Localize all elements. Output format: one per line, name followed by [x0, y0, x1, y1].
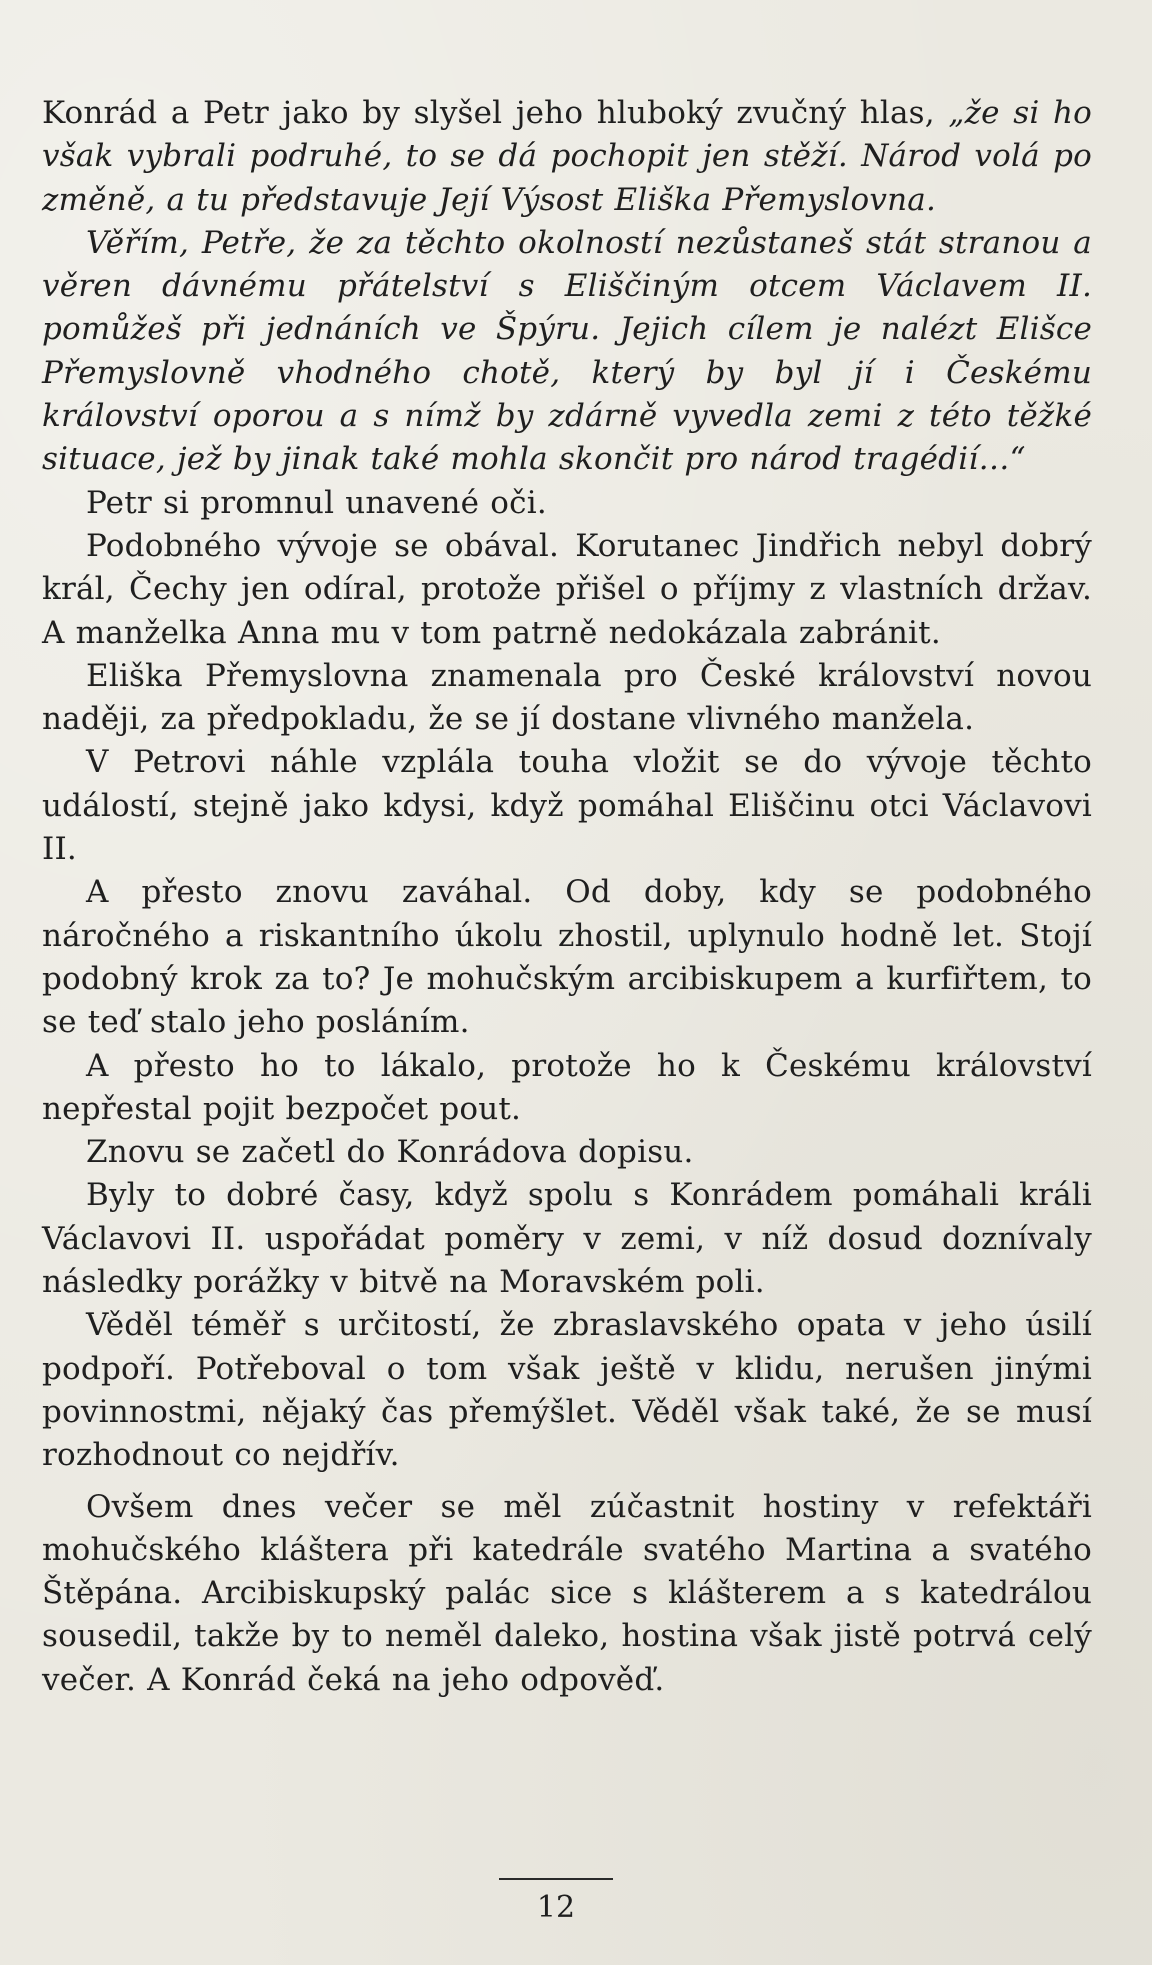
paragraph [42, 1174, 1092, 1304]
paragraph [42, 741, 1092, 871]
text-segment: Věděl téměř s určitostí, že zbraslavského opata v jeho úsilí podpoří. Potřeboval o tom však ještě v klidu, nerušen jinými povinnostmi, nějaký čas přemýšlet. Věděl však také, že se musí rozhodnout co nejdřív. [42, 1307, 1092, 1474]
text-segment: Konrád a Petr jako by slyšel jeho hluboký zvučný hlas, [42, 95, 949, 131]
paragraph [42, 525, 1092, 655]
text-segment: V Petrovi náhle vzplála touha vložit se do vývoje těchto událostí, stejně jako kdysi, když pomáhal Eliščinu otci Václavovi II. [42, 744, 1092, 868]
paragraph [42, 1304, 1092, 1477]
letter-quote-segment: Věřím, Petře, že za těchto okolností nezůstaneš stát stranou a věren dávnému přátelství s Eliščiným otcem Václavem II. pomůžeš při jednáních ve Špýru. Jejich cílem je nalézt Elišce Přemyslovně vhodného chotě, který by byl jí i Českému království oporou a s nímž by zdárně vyvedla zemi z této těžké situace, jež by jinak také mohla skončit pro národ tragédií…“ [42, 224, 1092, 478]
paragraph [42, 482, 1092, 525]
text-segment: Ovšem dnes večer se měl zúčastnit hostiny v refektáři mohučského kláštera při katedrále svatého Martina a svatého Štěpána. Arcibiskupský palác sice s klášterem a s katedrálou sousedil, takže by to neměl daleko, hostina však jistě potrvá celý večer. A Konrád čeká na jeho odpověď. [42, 1488, 1092, 1698]
text-segment: A přesto ho to lákalo, protože ho k Českému království nepřestal pojit bezpočet pout. [42, 1047, 1092, 1127]
paragraph [42, 1131, 1092, 1174]
text-segment: Znovu se začetl do Konrádova dopisu. [86, 1134, 694, 1171]
paragraph [42, 655, 1092, 742]
text-segment: Eliška Přemyslovna znamenala pro České království novou naději, za předpokladu, že se jí dostane vlivného manžela. [42, 657, 1092, 738]
text-segment: A přesto znovu zaváhal. Od doby, kdy se podobného náročného a riskantního úkolu zhostil, uplynulo hodně let. Stojí podobný krok za to? Je mohučským arcibiskupem a kurfiřtem, to se teď stalo jeho posláním. [42, 874, 1092, 1041]
page-number-rule [499, 1878, 613, 1880]
paragraph [42, 1486, 1092, 1702]
text-segment: Byly to dobré časy, když spolu s Konrádem pomáhali králi Václavovi II. uspořádat poměry v zemi, v níž dosud doznívaly následky porážky v bitvě na Moravském poli. [42, 1177, 1092, 1301]
paragraph [42, 871, 1092, 1044]
page-number: 12 [536, 1890, 576, 1925]
paragraph [42, 222, 1092, 482]
text-segment: Podobného vývoje se obával. Korutanec Jindřich nebyl dobrý král, Čechy jen odíral, protože přišel o příjmy z vlastních držav. A manželka Anna mu v tom patrně nedokázala zabránit. [42, 527, 1092, 651]
text-segment: Petr si promnul unavené oči. [86, 484, 547, 521]
paragraph [42, 1045, 1092, 1132]
paragraph [42, 92, 1092, 222]
letter-quote-segment: „že si ho však vybrali podruhé, to se dá pochopit jen stěží. Národ volá po změně, a tu představuje Její Výsost Eliška Přemyslovna. [42, 95, 1092, 218]
body-text [42, 92, 1092, 1702]
